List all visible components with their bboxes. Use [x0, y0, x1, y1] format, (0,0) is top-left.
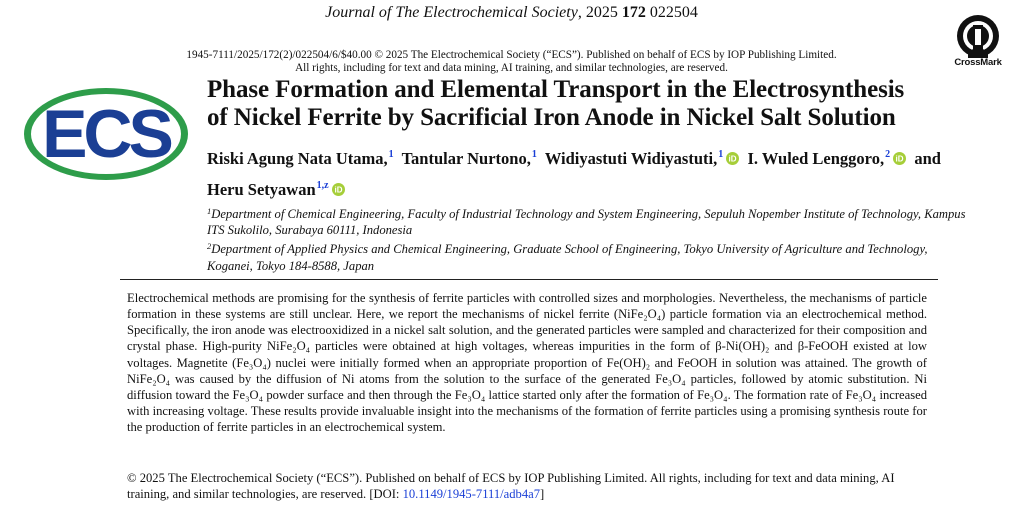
title-line-2: of Nickel Ferrite by Sacrificial Iron Anode in Nickel Salt Solution: [207, 104, 896, 131]
affiliations: [207, 203, 967, 274]
paper-title: [207, 76, 1007, 132]
orcid-icon[interactable]: [726, 152, 739, 165]
formula-fe3o4: Fe₃O₄: [697, 387, 728, 402]
orcid-icon[interactable]: [332, 183, 345, 196]
ecs-logo-text: ECS: [42, 96, 170, 172]
svg-text:iD: iD: [895, 154, 904, 164]
author-affil-sup[interactable]: 1,z: [316, 180, 329, 191]
copyright-notice: © 2025 The Electrochemical Society (“ECS”). Published on behalf of ECS by IOP Publishing Limited. All rights, including for text and data mining, AI training, and similar technologies, are reserved. [DOI: 10.1149/1945-7111/adb4a7]: [127, 471, 895, 502]
ecs-logo: [22, 86, 190, 182]
author-affil-sup[interactable]: 2: [885, 149, 891, 160]
affiliation-1-text: Department of Chemical Engineering, Faculty of Industrial Technology and System Engineering, Sepuluh Nopember Institute of Technology, Kampus ITS Sukolilo, Surabaya 60111, Indonesia: [207, 207, 966, 238]
svg-text:iD: iD: [334, 185, 343, 195]
formula-fe3o4: Fe₃O₄: [236, 355, 267, 370]
affiliation-1: [207, 203, 967, 238]
formula-fe3o4: Fe₃O₄: [655, 371, 686, 386]
journal-name: Journal of The Electrochemical Society: [325, 4, 578, 21]
formula-beta-nioh2: β-Ni(OH)₂: [715, 339, 770, 354]
author-name: I. Wuled Lenggoro,: [747, 149, 885, 168]
journal-citation: Journal of The Electrochemical Society, 2025 172 022504: [325, 4, 698, 21]
formula-fe3o4: Fe₃O₄: [454, 387, 486, 402]
affiliation-2-text: Department of Applied Physics and Chemical Engineering, Graduate School of Engineering, Tokyo University of Agriculture and Technology, Koganei, Tokyo 184-8588, Japan: [207, 242, 928, 273]
author-name: and Heru Setyawan: [207, 149, 941, 199]
author-name: Tantular Nurtono,: [401, 149, 531, 168]
author-affil-sup[interactable]: 1: [388, 149, 394, 160]
copyright-text: © 2025 The Electrochemical Society (“ECS”). Published on behalf of ECS by IOP Publishing Limited. All rights, including for text and data mining, AI training, and similar technologies, are reserved. [DOI:: [127, 471, 895, 502]
title-line-1: Phase Formation and Elemental Transport in the Electrosynthesis: [207, 76, 905, 103]
formula-beta-feooh: β-FeOOH: [797, 339, 849, 354]
orcid-icon[interactable]: [893, 152, 906, 165]
crossmark-label[interactable]: CrossMark: [954, 57, 1002, 68]
formula-nife2o4: NiFe₂O₄: [127, 371, 171, 386]
journal-year: 2025: [585, 4, 618, 21]
abstract: Electrochemical methods are promising for the synthesis of ferrite particles with controlled sizes and morphologies. Nevertheless, the mechanisms of particle formation in these systems are still unclear. Here, we report the mechanisms of nickel ferrite (NiFe₂O₄) particle formation via an electrochemical method. Specifically, the iron anode was electrooxidized in a nickel salt solution, and the generated particles were sampled and characterized for their composition and crystal phase. High-purity NiFe₂O₄ particles were obtained at high voltages, whereas impurities in the form of β-Ni(OH)₂ and β-FeOOH existed at low voltages. Magnetite (Fe₃O₄) nuclei were initially formed when an appropriate proportion of Fe(OH)₂ and FeOOH in solution was attained. The growth of NiFe₂O₄ was caused by the diffusion of Ni atoms from the solution to the surface of the generated Fe₃O₄ particles, followed by atomic substitution. Ni diffusion toward the Fe₃O₄ powder surface and then through the Fe₃O₄ lattice started only after the formation of Fe₃O₄. The formation rate of Fe₃O₄ increased with increasing voltage. These results provide invaluable insight into the mechanisms of the formation of ferrite particles using a promising synthesis route for the production of ferrite particles in an electrochemical system.: [127, 291, 928, 435]
doi-link[interactable]: 10.1149/1945-7111/adb4a7: [402, 487, 541, 502]
formula-feoh2: Fe(OH)₂: [606, 355, 651, 370]
journal-volume: 172: [621, 4, 646, 21]
author-affil-sup[interactable]: 1: [718, 149, 724, 160]
article-number: 022504: [649, 4, 698, 21]
formula-fe3o4: Fe₃O₄: [845, 387, 877, 402]
author-name: Widiyastuti Widiyastuti,: [544, 149, 718, 168]
formula-nife2o4: NiFe₂O₄: [267, 339, 311, 354]
author-list: [207, 141, 967, 203]
formula-nife2o4: NiFe₂O₄: [618, 307, 662, 322]
header-line-1: 1945-7111/2025/172(2)/022504/6/$40.00 © 2025 The Electrochemical Society (“ECS”). Published on behalf of ECS by IOP Publishing Limited.: [186, 49, 837, 61]
section-divider: [120, 279, 938, 280]
formula-fe3o4: Fe₃O₄: [232, 387, 264, 402]
header-line-2: All rights, including for text and data mining, AI training, and similar technologies, are reserved.: [295, 62, 728, 74]
affiliation-1-number: 1: [207, 206, 212, 216]
affiliation-2: [207, 238, 967, 273]
svg-text:iD: iD: [728, 154, 737, 164]
author-name: Riski Agung Nata Utama,: [207, 149, 388, 168]
affiliation-2-number: 2: [207, 241, 212, 252]
author-affil-sup[interactable]: 1: [531, 149, 537, 160]
